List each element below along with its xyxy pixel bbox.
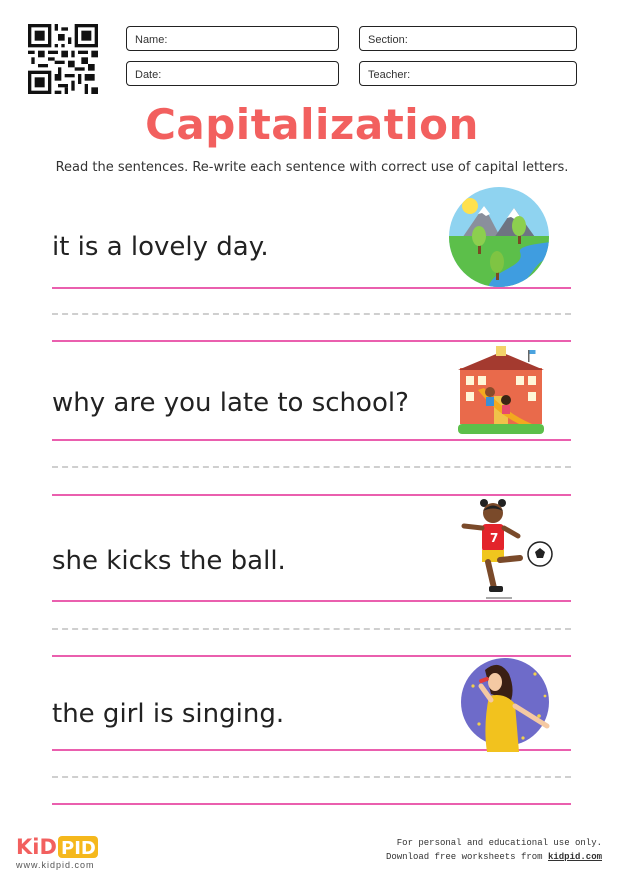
soccer-girl-picture <box>456 498 556 602</box>
name-field[interactable]: Name: <box>126 26 339 51</box>
landscape-picture <box>448 186 550 288</box>
worksheet-title: Capitalization <box>145 100 479 149</box>
svg-text:PID: PID <box>61 838 96 859</box>
sentence-3: she kicks the ball. <box>52 546 286 576</box>
instructions: Read the sentences. Re-write each sentence with correct use of capital letters. <box>55 160 569 175</box>
writing-line-middle <box>52 776 571 778</box>
sentence-4: the girl is singing. <box>52 699 285 729</box>
writing-line-middle <box>52 628 571 630</box>
date-field[interactable]: Date: <box>126 61 339 86</box>
sentence-1: it is a lovely day. <box>52 232 269 262</box>
svg-text:7: 7 <box>490 531 499 545</box>
svg-text:KiD: KiD <box>16 835 57 859</box>
singing-girl-picture <box>459 656 555 752</box>
kidpid-link[interactable]: kidpid.com <box>547 852 602 862</box>
website-label: www.kidpid.com <box>16 860 95 870</box>
usage-note: For personal and educational use only. <box>396 838 602 848</box>
writing-line-middle <box>52 466 571 468</box>
writing-line-bottom <box>52 340 571 342</box>
section-field[interactable]: Section: <box>359 26 577 51</box>
kidpid-logo-icon <box>16 834 100 860</box>
school-picture <box>458 346 544 438</box>
writing-line-bottom <box>52 494 571 496</box>
writing-line-bottom <box>52 803 571 805</box>
writing-line-top <box>52 439 571 441</box>
writing-line-middle <box>52 313 571 315</box>
sentence-2: why are you late to school? <box>52 388 409 418</box>
download-note <box>386 852 602 862</box>
download-note-text: Download free worksheets from <box>385 852 548 862</box>
teacher-field[interactable]: Teacher: <box>359 61 577 86</box>
qr-code-icon <box>28 24 98 94</box>
